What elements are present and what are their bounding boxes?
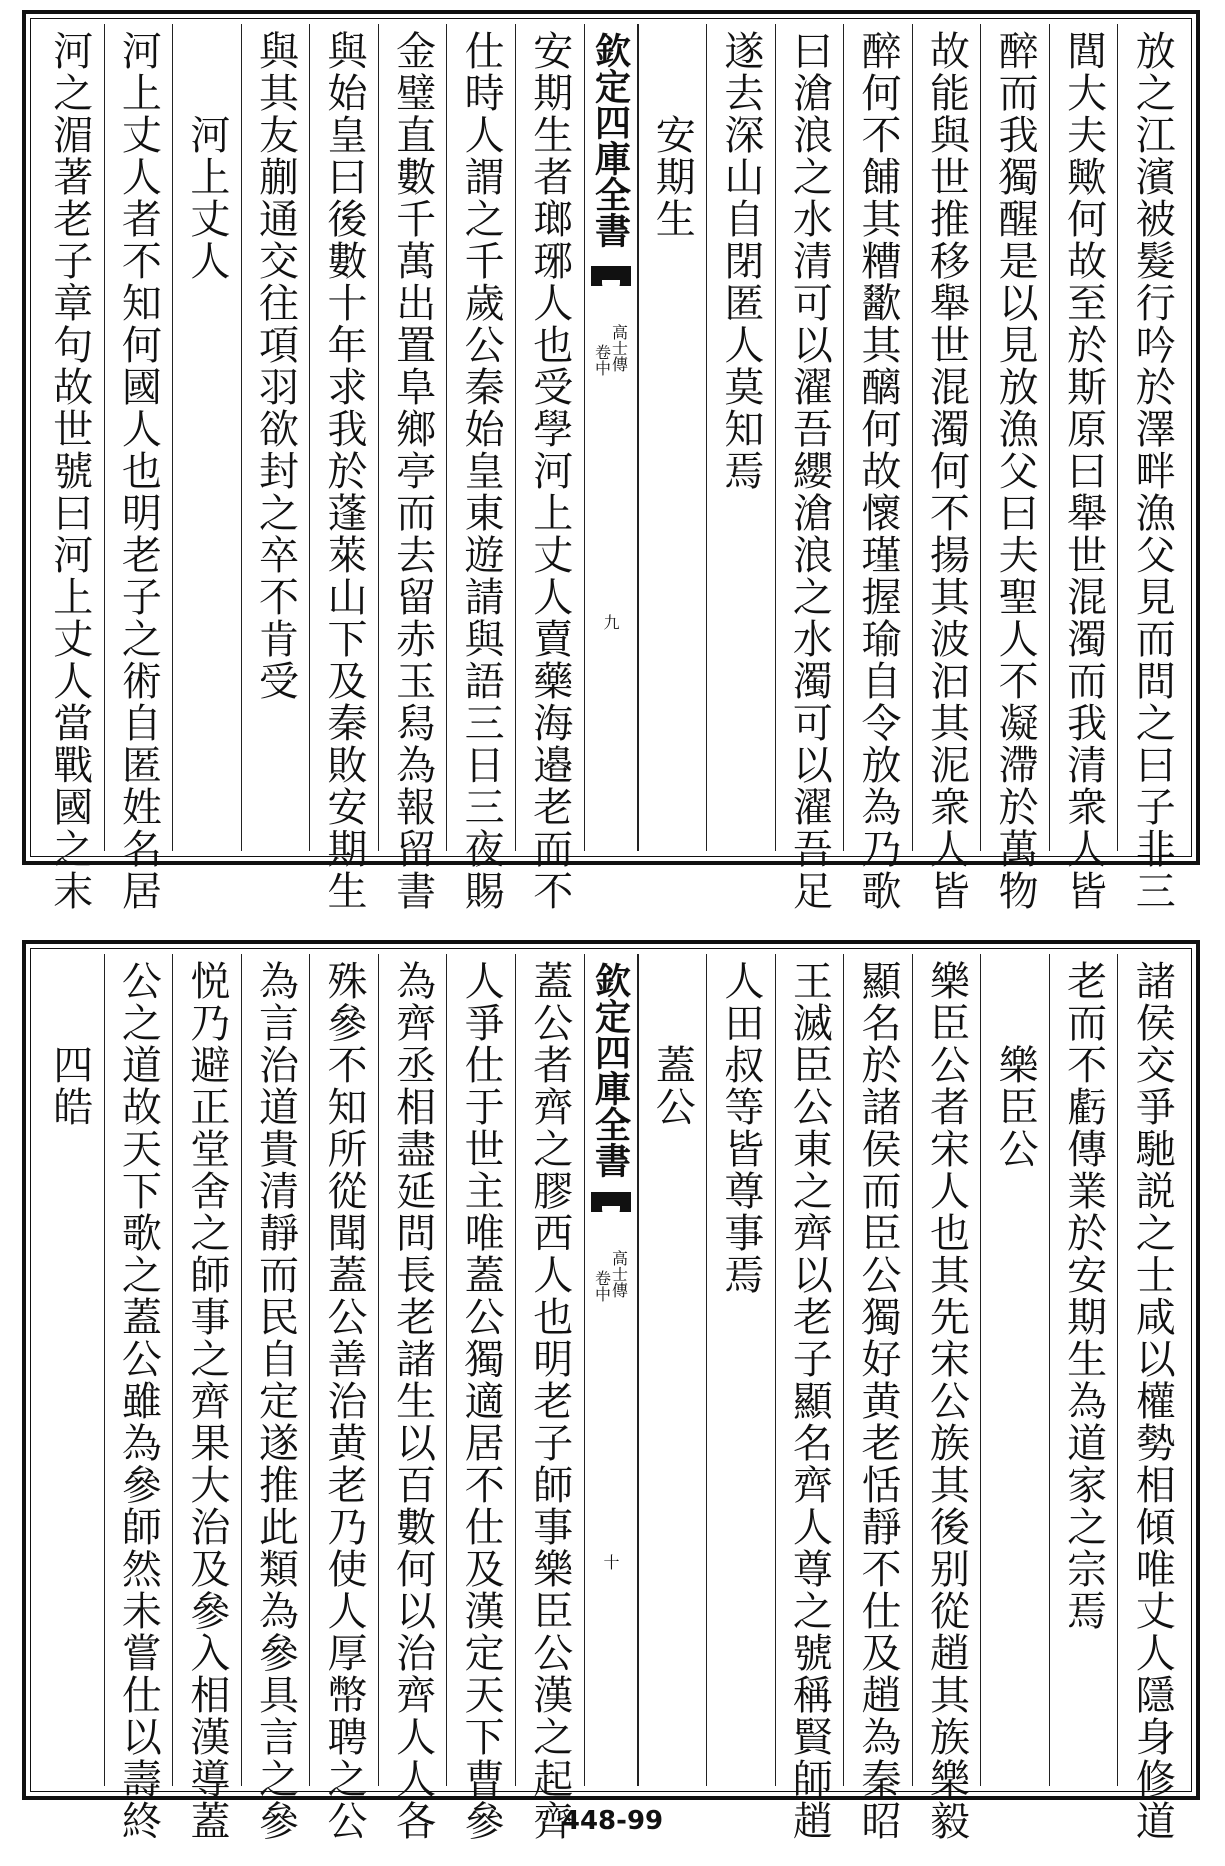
heading-text: 四皓	[46, 1044, 93, 1128]
text-column	[912, 954, 981, 1842]
text-column	[775, 954, 844, 1842]
section-heading	[36, 954, 104, 1786]
column-text: 蓋公者齊之膠西人也明老子師事樂臣公漢之起齊	[526, 960, 573, 1842]
text-column	[378, 954, 447, 1842]
page-top-columns	[36, 24, 1186, 912]
book-title: 欽定四庫全書	[589, 962, 632, 1178]
column-text: 王滅臣公東之齊以老子顯名齊人尊之號稱賢師趙	[786, 960, 833, 1842]
spine-subtitle: 高士傳	[609, 324, 629, 372]
heading-text: 樂臣公	[992, 1044, 1039, 1170]
column-text: 人田叔等皆尊事焉	[717, 960, 764, 1296]
text-column	[172, 954, 241, 1842]
text-column	[36, 24, 104, 912]
page-footer-number: 448-99	[561, 1806, 664, 1836]
text-column	[309, 954, 378, 1842]
text-column	[104, 24, 173, 912]
column-text: 仕時人謂之千歲公秦始皇東遊請與語三日三夜賜	[458, 30, 505, 912]
heading-text: 河上丈人	[183, 114, 230, 282]
folio-number: 九	[601, 614, 620, 630]
column-text: 遂去深山自閉匿人莫知焉	[717, 30, 764, 492]
column-text: 公之道故天下歌之蓋公雖為參師然未嘗仕以壽終	[115, 960, 162, 1842]
text-column	[912, 24, 981, 912]
column-text: 為言治道貴清靜而民自定遂推此類為參具言之參	[252, 960, 299, 1842]
column-text: 殊參不知所從聞蓋公善治黄老乃使人厚幣聘之公	[321, 960, 368, 1842]
text-column	[1117, 954, 1186, 1842]
section-heading	[980, 954, 1049, 1786]
text-column	[241, 24, 310, 851]
text-column	[515, 954, 584, 1842]
center-spine	[584, 24, 638, 851]
column-text: 閭大夫歟何故至於斯原曰舉世混濁而我清衆人皆	[1060, 30, 1107, 912]
text-column	[1117, 24, 1186, 912]
spine-subtitle: 高士傳	[609, 1250, 629, 1298]
heading-text: 安期生	[649, 114, 696, 240]
text-column	[843, 954, 912, 1842]
page-top	[22, 10, 1200, 912]
book-title: 欽定四庫全書	[589, 32, 632, 248]
spine-juan: 卷中	[592, 1270, 612, 1302]
column-text: 與始皇曰後數十年求我於蓬萊山下及秦敗安期生	[321, 30, 368, 912]
text-column	[378, 24, 447, 912]
fishtail-mark	[591, 1192, 631, 1212]
text-column	[1049, 954, 1118, 1786]
center-spine	[584, 954, 638, 1786]
column-text: 醉而我獨醒是以見放漁父曰夫聖人不凝滯於萬物	[992, 30, 1039, 912]
column-text: 放之江濱被髮行吟於澤畔漁父見而問之曰子非三	[1129, 30, 1176, 912]
text-column	[843, 24, 912, 912]
spine-juan: 卷中	[592, 344, 612, 376]
column-text: 河上丈人者不知何國人也明老子之術自匿姓名居	[115, 30, 162, 912]
fishtail-mark	[591, 266, 631, 286]
column-text: 悦乃避正堂舍之師事之齊果大治及參入相漢導蓋	[183, 960, 230, 1842]
text-column	[775, 24, 844, 912]
column-text: 安期生者瑯琊人也受學河上丈人賣藥海邉老而不	[526, 30, 573, 912]
text-column	[104, 954, 173, 1842]
column-text: 諸侯交爭馳説之士咸以權勢相傾唯丈人隱身修道	[1129, 960, 1176, 1842]
section-heading	[638, 954, 707, 1786]
text-column	[706, 24, 775, 851]
text-column	[241, 954, 310, 1842]
text-column	[515, 24, 584, 912]
column-text: 人爭仕于世主唯蓋公獨適居不仕及漢定天下曹參	[458, 960, 505, 1842]
heading-text: 蓋公	[649, 1044, 696, 1128]
folio-number: 十	[601, 1554, 620, 1570]
text-column	[980, 24, 1049, 912]
section-heading	[172, 24, 241, 851]
column-text: 曰滄浪之水清可以濯吾纓滄浪之水濁可以濯吾足	[786, 30, 833, 912]
section-heading	[638, 24, 707, 851]
text-column	[446, 24, 515, 912]
column-text: 與其友蒯通交往項羽欲封之卒不肯受	[252, 30, 299, 702]
text-column	[446, 954, 515, 1842]
column-text: 老而不虧傳業於安期生為道家之宗焉	[1060, 960, 1107, 1632]
column-text: 顯名於諸侯而臣公獨好黄老恬靜不仕及趙為秦昭	[854, 960, 901, 1842]
column-text: 故能與世推移舉世混濁何不揚其波汩其泥衆人皆	[923, 30, 970, 912]
text-column	[706, 954, 775, 1786]
column-text: 河之湄著老子章句故世號曰河上丈人當戰國之末	[46, 30, 93, 912]
text-column	[1049, 24, 1118, 912]
column-text: 為齊丞相盡延問長老諸生以百數何以治齊人人各	[389, 960, 436, 1842]
column-text: 醉何不餔其糟歠其醨何故懷瑾握瑜自令放為乃歌	[854, 30, 901, 912]
column-text: 樂臣公者宋人也其先宋公族其後别從趙其族樂毅	[923, 960, 970, 1842]
text-column	[309, 24, 378, 912]
column-text: 金璧直數千萬出置阜鄉亭而去留赤玉舄為報留書	[389, 30, 436, 912]
